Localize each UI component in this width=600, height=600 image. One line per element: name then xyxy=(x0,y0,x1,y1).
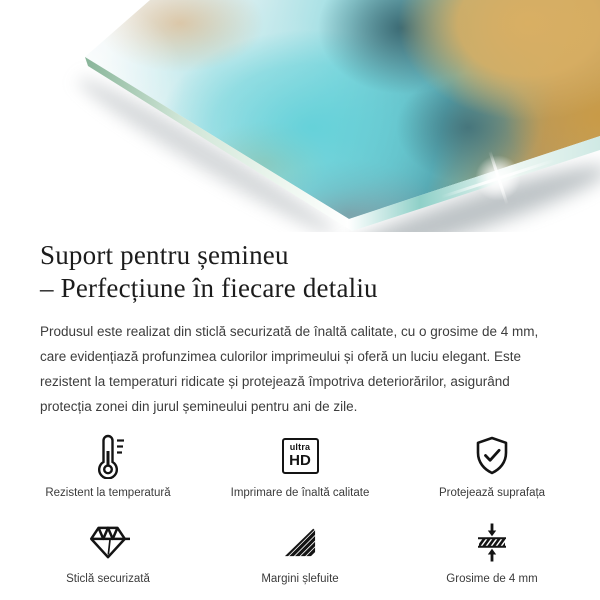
feature-label: Protejează suprafața xyxy=(438,486,546,499)
title-line-1: Suport pentru șemineu xyxy=(40,240,289,270)
polished-edge-icon xyxy=(281,517,319,567)
shield-check-icon xyxy=(472,431,512,481)
ultra-hd-icon-text-bottom: HD xyxy=(289,452,311,470)
feature-label: Rezistent la temperatură xyxy=(45,486,171,499)
product-description: Produsul este realizat din sticlă securizată de înaltă calitate, cu o grosime de 4 mm, care evidențiază profunzimea culorilor imprimeului și oferă un luciu elegant. Este rezistent la temperaturi ridicate și protejează împotriva deteriorărilor, asigurând protecția zonei din jurul șemineului pentru ani de zile. xyxy=(40,323,539,414)
feature-label: Margini șlefuite xyxy=(261,572,339,585)
thermometer-icon xyxy=(91,431,125,481)
feature-label: Sticlă securizată xyxy=(66,572,150,585)
content-area xyxy=(0,239,600,419)
page-title xyxy=(40,239,560,305)
feature-item-temperature xyxy=(12,431,204,499)
feature-item-thickness xyxy=(396,517,588,585)
feature-label: Grosime de 4 mm xyxy=(446,572,538,585)
title-line-2: – Perfecțiune în fiecare detaliu xyxy=(40,272,378,303)
feature-item-tempered-glass xyxy=(12,517,204,585)
feature-item-print-quality xyxy=(204,431,396,499)
feature-label: Imprimare de înaltă calitate xyxy=(230,486,370,499)
ultra-hd-icon xyxy=(282,431,319,481)
diamond-icon xyxy=(86,517,130,567)
feature-item-polished-edges xyxy=(204,517,396,585)
feature-grid xyxy=(0,431,600,585)
ultra-hd-icon-text-top: ultra xyxy=(289,442,311,453)
product-image xyxy=(0,0,600,232)
feature-item-protects-surface xyxy=(396,431,588,499)
thickness-icon xyxy=(472,517,512,567)
